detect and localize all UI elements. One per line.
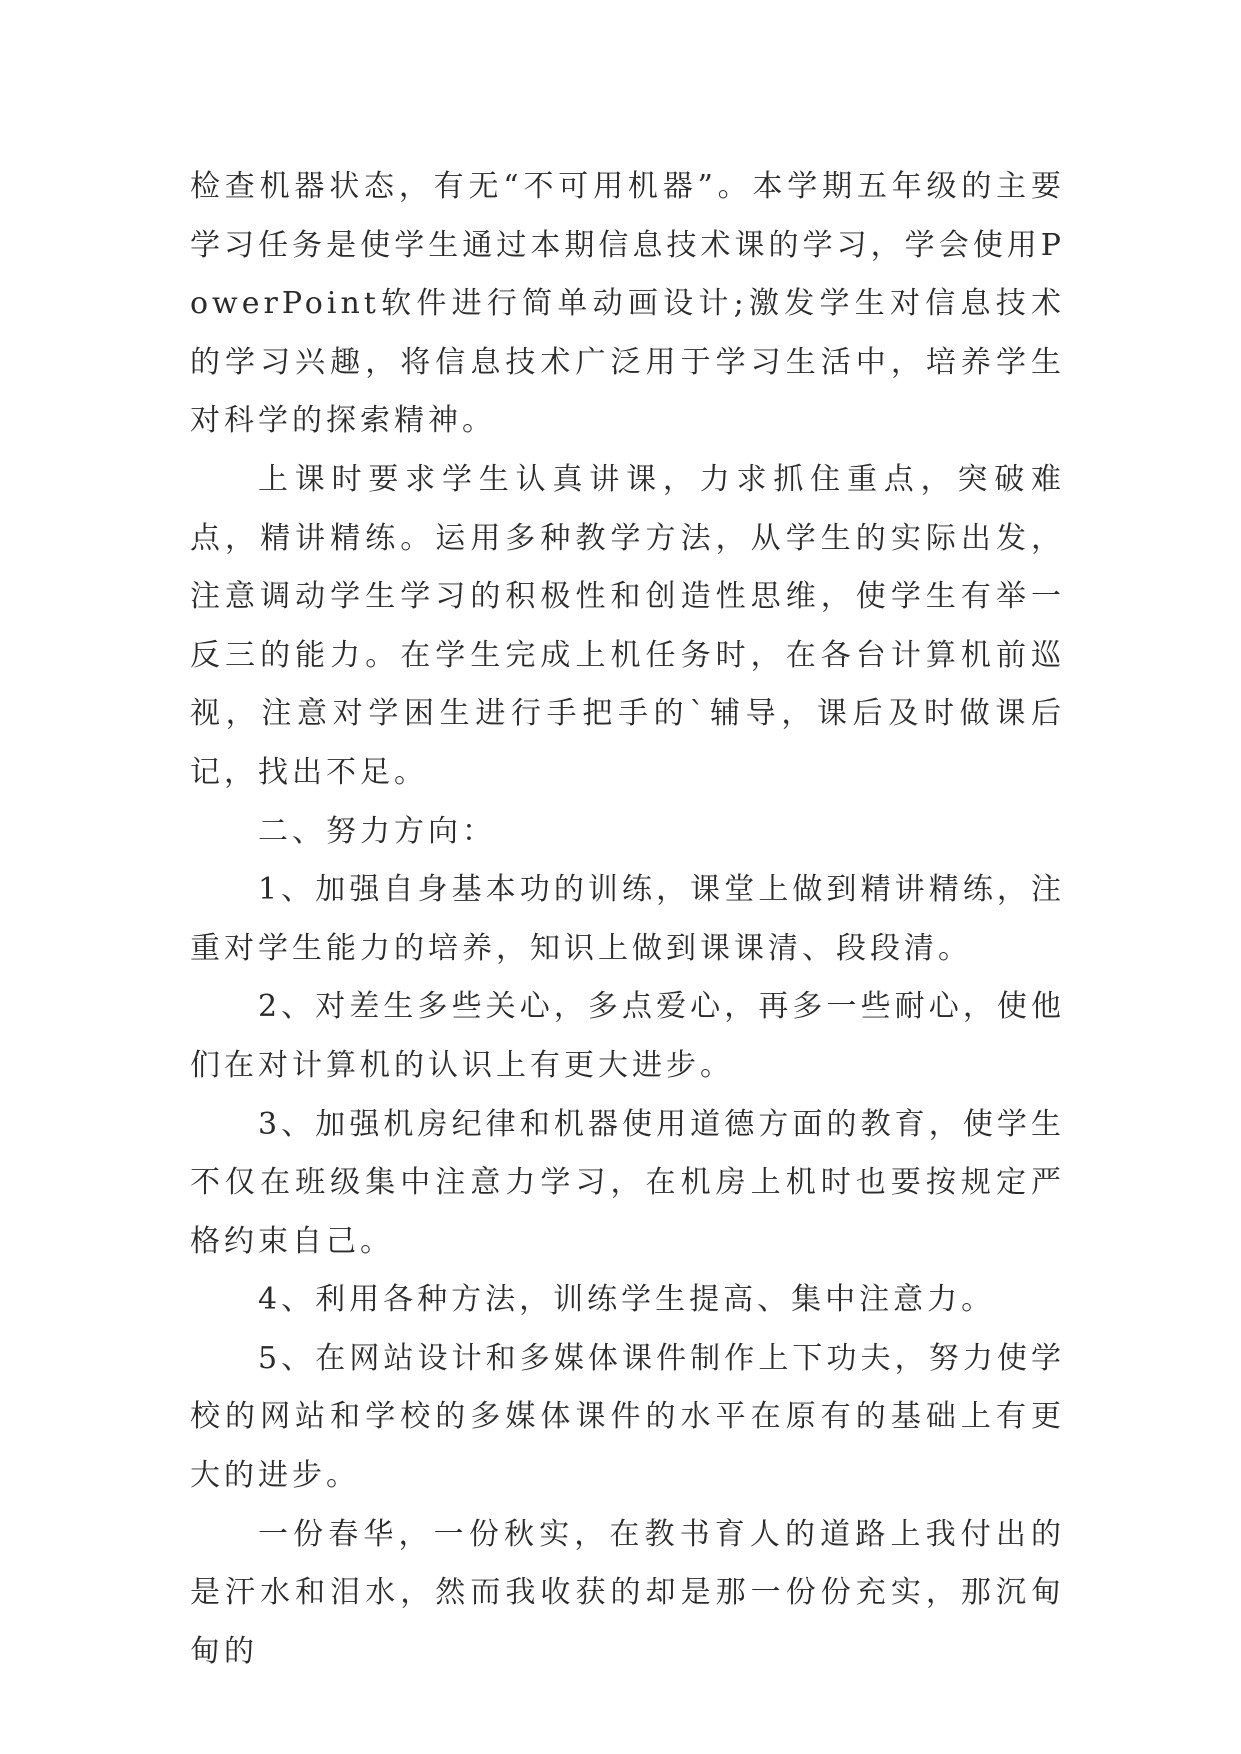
document-body [190,158,1065,1681]
list-item-5: 5、在网站设计和多媒体课件制作上下功夫，努力使学校的网站和学校的多媒体课件的水平在原有的基础上有更大的进步。 [190,1340,1065,1494]
list-item-3: 3、加强机房纪律和机器使用道德方面的教育，使学生不仅在班级集中注意力学习，在机房上机时也要按规定严格约束自己。 [190,1106,1065,1259]
paragraph-closing: 一份春华，一份秋实，在教书育人的道路上我付出的是汗水和泪水，然而我收获的却是那一份份充实，那沉甸甸的 [190,1516,1065,1669]
list-item-2: 2、对差生多些关心，多点爱心，再多一些耐心，使他们在对计算机的认识上有更大进步。 [190,989,1065,1083]
paragraph-2: 上课时要求学生认真讲课，力求抓住重点，突破难点，精讲精练。运用多种教学方法，从学生的实际出发，注意调动学生学习的积极性和创造性思维，使学生有举一反三的能力。在学生完成上机任务时，在各台计算机前巡视，注意对学困生进行手把手的`辅导，课后及时做课后记，找出不足。 [190,461,1065,790]
paragraph-1: 检查机器状态，有无“不可用机器”。本学期五年级的主要学习任务是使学生通过本期信息技术课的学习，学会使用PowerPoint软件进行简单动画设计;激发学生对信息技术的学习兴趣，将信息技术广泛用于学习生活中，培养学生对科学的探索精神。 [190,169,1065,439]
list-item-1: 1、加强自身基本功的训练，课堂上做到精讲精练，注重对学生能力的培养，知识上做到课课清、段段清。 [190,872,1065,966]
section-heading: 二、努力方向： [258,813,496,849]
list-item-4: 4、利用各种方法，训练学生提高、集中注意力。 [258,1282,996,1318]
